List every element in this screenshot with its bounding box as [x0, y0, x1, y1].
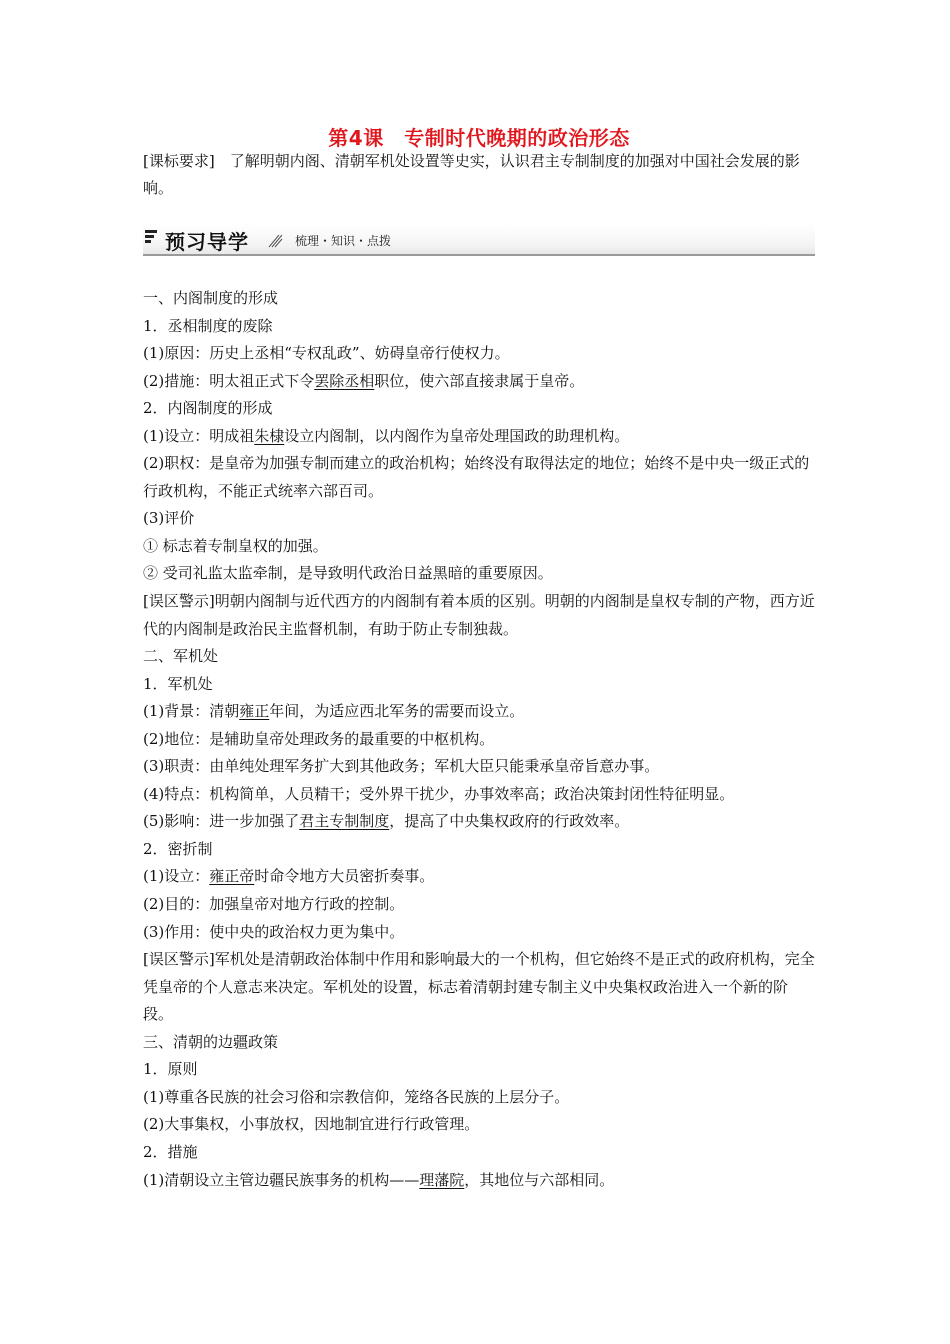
- underlined-answer: 雍正: [239, 702, 270, 721]
- standard-label: [课标要求]: [143, 152, 215, 170]
- underlined-answer: 君主专制制度: [299, 812, 390, 831]
- stripes-icon: [145, 230, 157, 248]
- subsection-heading: 1．军机处: [143, 674, 213, 693]
- paragraph: (3)评价: [143, 509, 195, 528]
- paragraph: (3)职责：由单纯处理军务扩大到其他政务；军机大臣只能秉承皇帝旨意办事。: [143, 757, 660, 776]
- paragraph: (2)大事集权，小事放权，因地制宜进行行政管理。: [143, 1115, 480, 1134]
- warning-note: [误区警示]军机处是清朝政治体制中作用和影响最大的一个机构，但它始终不是正式的政府机构，完全凭皇帝的个人意志来决定。军机处的设置，标志着清朝封建专制主义中央集权政治进入一个新的阶段。: [143, 950, 815, 1024]
- underlined-answer: 雍正帝: [209, 867, 255, 886]
- paragraph: (4)特点：机构简单，人员精干；受外界干扰少，办事效率高；政治决策封闭性特征明显。: [143, 784, 735, 803]
- paragraph: (1)背景：清朝雍正年间，为适应西北军务的需要而设立。: [143, 702, 525, 721]
- banner-title: 预习导学: [165, 230, 249, 254]
- section-heading: 二、军机处: [143, 647, 219, 666]
- curriculum-standard: [143, 148, 815, 202]
- slash-decoration-icon: [267, 232, 283, 248]
- paragraph: (1)设立：雍正帝时命令地方大员密折奏事。: [143, 867, 435, 886]
- paragraph: (2)地位：是辅助皇帝处理政务的最重要的中枢机构。: [143, 729, 495, 748]
- list-item: ① 标志着专制皇权的加强。: [143, 536, 328, 555]
- document-body: [143, 285, 815, 1194]
- subsection-heading: 1．丞相制度的废除: [143, 316, 273, 335]
- paragraph: (2)职权：是皇帝为加强专制而建立的政治机构；始终没有取得法定的地位；始终不是中央一级正式的行政机构，不能正式统率六部百司。: [143, 454, 810, 500]
- subsection-heading: 1．原则: [143, 1060, 198, 1079]
- paragraph: (2)措施：明太祖正式下令罢除丞相职位，使六部直接隶属于皇帝。: [143, 371, 585, 390]
- section-heading: 一、内阁制度的形成: [143, 289, 279, 307]
- list-item: ② 受司礼监太监牵制，是导致明代政治日益黑暗的重要原因。: [143, 564, 553, 583]
- underlined-answer: 罢除丞相: [314, 371, 375, 390]
- banner-subtitle: 梳理・知识・点拨: [295, 234, 392, 248]
- paragraph: (5)影响：进一步加强了君主专制制度，提高了中央集权政府的行政效率。: [143, 812, 630, 831]
- paragraph: (1)原因：历史上丞相“专权乱政”、妨碍皇帝行使权力。: [143, 344, 510, 363]
- preview-banner: [143, 224, 815, 258]
- subsection-heading: 2．措施: [143, 1142, 198, 1161]
- subsection-heading: 2．密折制: [143, 839, 213, 858]
- paragraph: (1)设立：明成祖朱棣设立内阁制，以内阁作为皇帝处理国政的助理机构。: [143, 426, 630, 445]
- underlined-answer: 朱棣: [254, 426, 285, 445]
- paragraph: (2)目的：加强皇帝对地方行政的控制。: [143, 895, 405, 914]
- paragraph: (1)尊重各民族的社会习俗和宗教信仰，笼络各民族的上层分子。: [143, 1087, 570, 1106]
- section-heading: 三、清朝的边疆政策: [143, 1032, 279, 1051]
- underlined-answer: 理藩院: [419, 1170, 465, 1189]
- warning-note: [误区警示]明朝内阁制与近代西方的内阁制有着本质的区别。明朝的内阁制是皇权专制的产物，西方近代的内阁制是政治民主监督机制，有助于防止专制独裁。: [143, 592, 815, 638]
- subsection-heading: 2．内阁制度的形成: [143, 399, 273, 418]
- standard-text: 了解明朝内阁、清朝军机处设置等史实，认识君主专制制度的加强对中国社会发展的影响。: [143, 152, 800, 197]
- lesson-title: 第4课 专制时代晚期的政治形态: [328, 126, 630, 150]
- paragraph: (1)清朝设立主管边疆民族事务的机构——理藩院，其地位与六部相同。: [143, 1170, 615, 1189]
- paragraph: (3)作用：使中央的政治权力更为集中。: [143, 922, 405, 941]
